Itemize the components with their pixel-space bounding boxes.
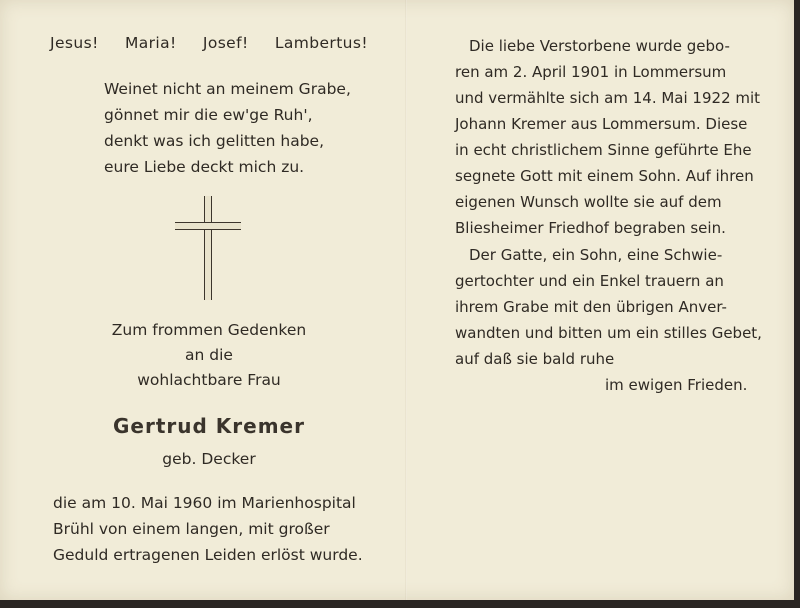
invocation-word: Josef!: [202, 34, 249, 52]
verse-line: gönnet mir die ew'ge Ruh',: [104, 106, 313, 124]
cross-icon: [175, 196, 241, 302]
paragraph-line: Bliesheimer Friedhof begraben sein.: [455, 219, 726, 237]
paragraph-line: Die liebe Verstorbene wurde gebo-: [469, 37, 730, 55]
invocation-word: Lambertus!: [274, 34, 368, 52]
paragraph-line: segnete Gott mit einem Sohn. Auf ihren: [455, 167, 754, 185]
verse: [104, 76, 374, 180]
biography-paragraph: [455, 33, 765, 241]
fold-line: [405, 0, 407, 600]
maiden-name: geb. Decker: [162, 450, 256, 468]
paragraph-line: wandten und bitten um ein stilles Gebet,: [455, 324, 762, 342]
memorial-line: wohlachtbare Frau: [137, 371, 281, 389]
paragraph-line: ihrem Grabe mit den übrigen Anver-: [455, 298, 727, 316]
verse-line: Weinet nicht an meinem Grabe,: [104, 80, 351, 98]
paragraph-line: und vermählte sich am 14. Mai 1922 mit: [455, 89, 761, 107]
memorial-line: an die: [185, 346, 233, 364]
paragraph-line: auf daß sie bald ruhe: [455, 350, 615, 368]
memorial-dedication: [50, 318, 368, 393]
paragraph-line: in echt christlichem Sinne geführte Ehe: [455, 141, 752, 159]
death-notice: [53, 490, 365, 568]
closing-line: im ewigen Frieden.: [605, 376, 748, 394]
paragraph-line: Johann Kremer aus Lommersum. Diese: [455, 115, 748, 133]
invocation: [50, 34, 368, 52]
verse-line: eure Liebe deckt mich zu.: [104, 158, 305, 176]
invocation-word: Maria!: [124, 34, 177, 52]
memorial-line: Zum frommen Gedenken: [111, 321, 307, 339]
paragraph-line: ren am 2. April 1901 in Lommersum: [455, 63, 727, 81]
death-line: Brühl von einem langen, mit großer: [53, 520, 330, 538]
paragraph-line: Der Gatte, ein Sohn, eine Schwie-: [469, 246, 723, 264]
paragraph-line: eigenen Wunsch wollte sie auf dem: [455, 193, 722, 211]
deceased-name: Gertrud Kremer: [113, 414, 305, 438]
paragraph-line: gertochter und ein Enkel trauern an: [455, 272, 724, 290]
verse-line: denkt was ich gelitten habe,: [104, 132, 324, 150]
mourners-paragraph: [455, 242, 765, 398]
invocation-word: Jesus!: [50, 34, 99, 52]
death-line: die am 10. Mai 1960 im Marienhospital: [53, 494, 356, 512]
death-line: Geduld ertragenen Leiden erlöst wurde.: [53, 546, 363, 564]
